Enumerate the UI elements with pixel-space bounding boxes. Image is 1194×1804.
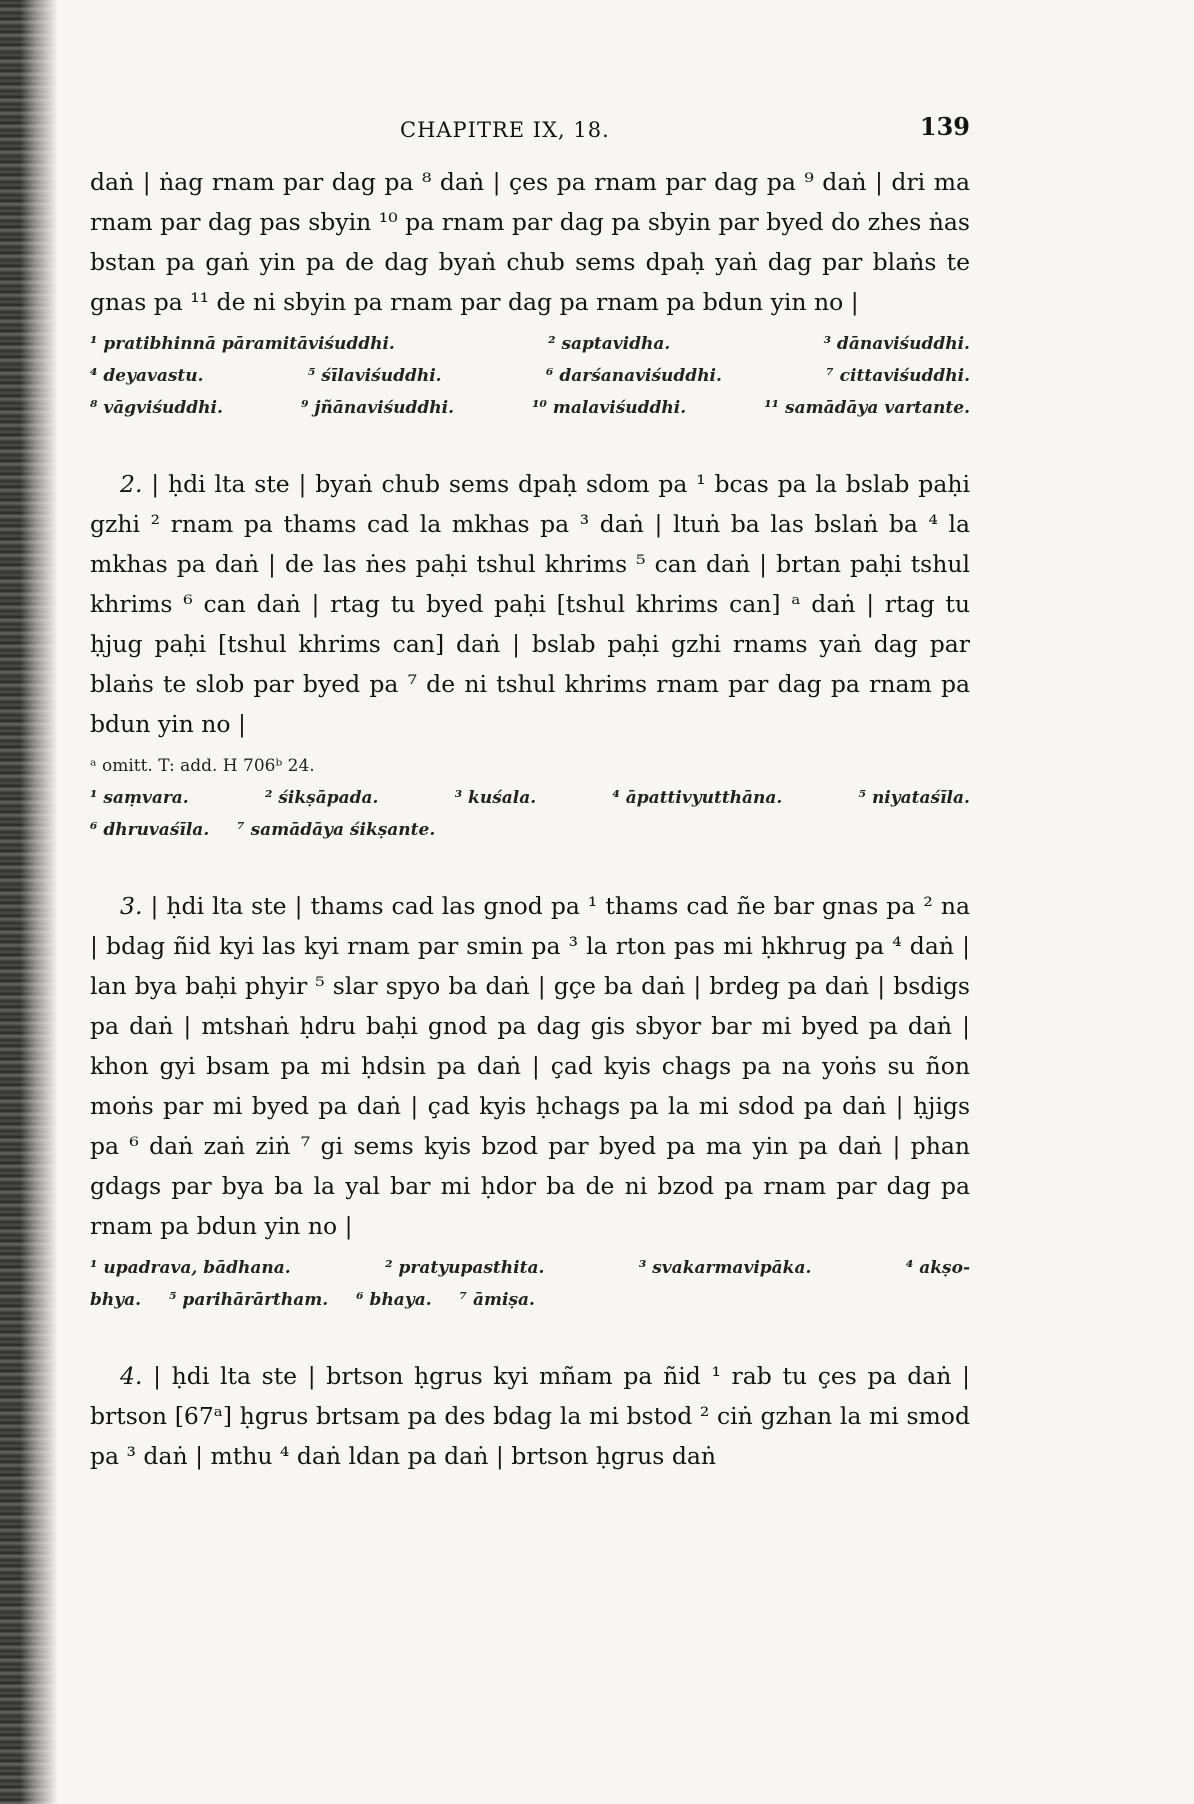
footnote: ⁵ śīlaviśuddhi.: [307, 366, 442, 386]
footnote: ¹ saṃvara.: [90, 788, 189, 808]
note-row: [90, 750, 970, 782]
note-row: [90, 1284, 970, 1316]
note-row: [90, 392, 970, 424]
footnote: ² saptavidha.: [548, 334, 671, 354]
page-number: 139: [919, 112, 970, 141]
footnote: ³ dānaviśuddhi.: [823, 334, 970, 354]
footnote: ⁶ darśanaviśuddhi.: [545, 366, 722, 386]
footnote: ⁷ samādāya śikṣante.: [237, 820, 436, 840]
footnote: ⁹ jñānaviśuddhi.: [300, 398, 455, 418]
section-2-text: [90, 464, 970, 744]
footnote: ³ kuśala.: [454, 788, 537, 808]
section-number: 4.: [120, 1362, 143, 1390]
footnote: ¹ pratibhinnā pāramitāviśuddhi.: [90, 334, 395, 354]
footnote: ² pratyupasthita.: [385, 1258, 545, 1278]
footnote: ¹¹ samādāya vartante.: [764, 398, 970, 418]
footnote: bhya.: [90, 1290, 142, 1310]
chapter-title: CHAPITRE IX, 18.: [400, 118, 610, 142]
section-1-text: daṅ | ṅag rnam par dag pa ⁸ daṅ | çes pa rnam par dag pa ⁹ daṅ | dri ma rnam par dag pas sbyin ¹⁰ pa rnam par dag pa sbyin par byed do zhes ṅas bstan pa gaṅ yin pa de dag byaṅ chub sems dpaḥ yaṅ dag par blaṅs te gnas pa ¹¹ de ni sbyin pa rnam par dag pa rnam pa bdun yin no |: [90, 168, 970, 316]
textual-variant-note: ᵃ omitt. T: add. H 706ᵇ 24.: [90, 756, 315, 776]
page: [90, 104, 970, 1476]
section-2-notes: [90, 750, 970, 846]
footnote: ⁷ āmiṣa.: [459, 1290, 535, 1310]
section-3-text: [90, 886, 970, 1246]
section-4-text: [90, 1356, 970, 1476]
section-body: | ḥdi lta ste | thams cad las gnod pa ¹ thams cad ñe bar gnas pa ² na | bdag ñid kyi las kyi rnam par smin pa ³ la rton pas mi ḥkhrug pa ⁴ daṅ | lan bya baḥi phyir ⁵ slar spyo ba daṅ | gçe ba daṅ | brdeg pa daṅ | bsdigs pa daṅ | mtshaṅ ḥdru baḥi gnod pa dag gis sbyor bar mi byed pa daṅ | khon gyi bsam pa mi ḥdsin pa daṅ | çad kyis chags pa na yoṅs su ñon moṅs par mi byed pa daṅ | çad kyis ḥchags pa la mi sdod pa daṅ | ḥjigs pa ⁶ daṅ zaṅ ziṅ ⁷ gi sems kyis bzod par byed pa ma yin pa daṅ | phan gdags par bya ba la yal bar mi ḥdor ba de ni bzod pa rnam par dag pa rnam pa bdun yin no |: [90, 892, 970, 1240]
footnote: ⁶ dhruvaśīla.: [90, 820, 210, 840]
note-row: [90, 360, 970, 392]
footnote: ⁶ bhaya.: [356, 1290, 432, 1310]
section-3-notes: [90, 1252, 970, 1316]
section-body: | ḥdi lta ste | brtson ḥgrus kyi mñam pa ñid ¹ rab tu çes pa daṅ | brtson [67ᵃ] ḥgrus brtsam pa des bdag la mi bstod ² ciṅ gzhan la mi smod pa ³ daṅ | mthu ⁴ daṅ ldan pa daṅ | brtson ḥgrus daṅ: [90, 1362, 970, 1470]
section-body: | ḥdi lta ste | byaṅ chub sems dpaḥ sdom pa ¹ bcas pa la bslab paḥi gzhi ² rnam pa thams cad la mkhas pa ³ daṅ | ltuṅ ba las bslaṅ ba ⁴ la mkhas pa daṅ | de las ṅes paḥi tshul khrims ⁵ can daṅ | brtan paḥi tshul khrims ⁶ can daṅ | rtag tu byed paḥi [tshul khrims can] ᵃ daṅ | rtag tu ḥjug paḥi [tshul khrims can] daṅ | bslab paḥi gzhi rnams yaṅ dag par blaṅs te slob par byed pa ⁷ de ni tshul khrims rnam par dag pa rnam pa bdun yin no |: [90, 470, 970, 738]
footnote: ³ svakarmavipāka.: [638, 1258, 812, 1278]
note-row: [90, 782, 970, 814]
footnote: ⁴ deyavastu.: [90, 366, 204, 386]
section-number: 2.: [120, 470, 143, 498]
note-row: [90, 1252, 970, 1284]
running-header: [90, 104, 970, 150]
footnote: ⁴ akṣo-: [905, 1258, 970, 1278]
footnote: ⁵ niyataśīla.: [858, 788, 970, 808]
footnote: ¹⁰ malaviśuddhi.: [532, 398, 687, 418]
note-row: [90, 814, 970, 846]
footnote: ⁴ āpattivyutthāna.: [612, 788, 783, 808]
footnote: ² śikṣāpada.: [264, 788, 379, 808]
footnote: ¹ upadrava, bādhana.: [90, 1258, 291, 1278]
footnote: ⁵ parihārārtham.: [169, 1290, 329, 1310]
footnote: ⁸ vāgviśuddhi.: [90, 398, 223, 418]
book-binding-edge: [0, 0, 58, 1804]
footnote: ⁷ cittaviśuddhi.: [826, 366, 970, 386]
section-1-notes: [90, 328, 970, 424]
note-row: [90, 328, 970, 360]
section-number: 3.: [120, 892, 143, 920]
